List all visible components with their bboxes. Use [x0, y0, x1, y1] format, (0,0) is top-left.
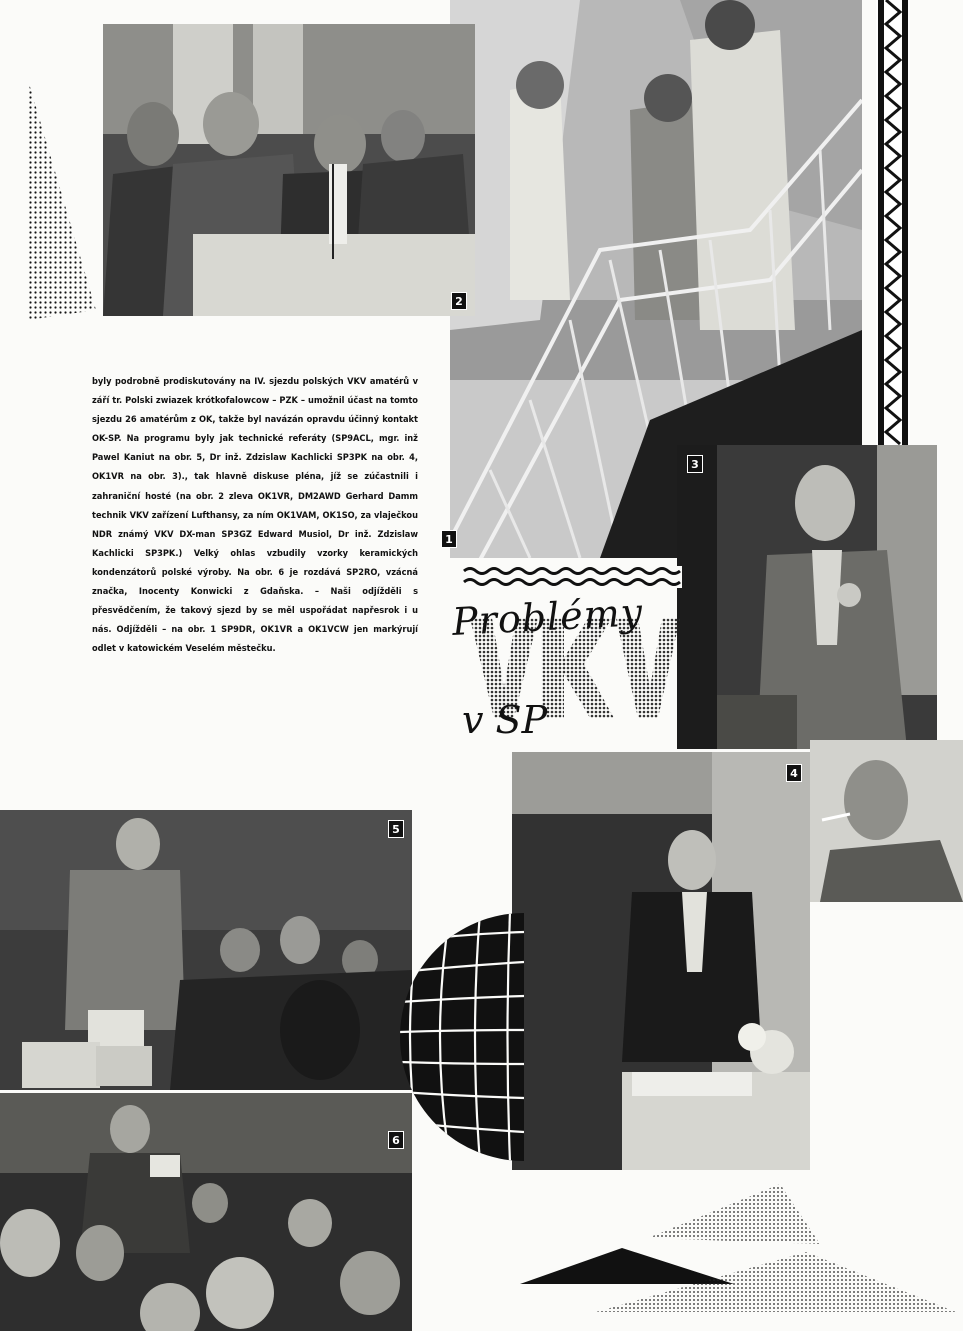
decorative-triangles-bottom [520, 1182, 960, 1322]
photo-number-4: 4 [786, 764, 802, 782]
photo-5-lecture-hall [0, 810, 412, 1090]
decorative-dotted-triangle-left [28, 80, 98, 320]
article-body: byly podrobně prodiskutovány na IV. sjezdu polských VKV amatérů v září tr. Polski zwiazek krótkofalowcow – PZK – umožnil účast na tomto sjezdu 26 amatérům z OK, takže byl navázán opravdu účinný kontakt OK-SP. Na programu byly jak technické referáty (SP9ACL, mgr. inž Pawel Kaniut na obr. 5, Dr inž. Zdzislaw Kachlicki SP3PK na obr. 4, OK1VR na obr. 3)., tak hlavně diskuse pléna, jíž se zúčastnili i zahraniční hosté (na obr. 2 zleva OK1VR, DM2AWD Gerhard Damm technik VKV zařízení Lufthansy, za ním OK1VAM, OK1SO, za vlaječkou NDR známý VKV DX-man SP3GZ Edward Musiol, Dr inž. Zdzislaw Kachlicki SP3PK.) Velký ohlas vzbudily vzorky keramických kondenzátorů polské výroby. Na obr. 6 je rozdává SP2RO, vzácná značka, Inocenty Konwicki z Gdaňska. – Naši odjížděli s přesvědčením, že takový sjezd by se měl uspořádat napřesrok i u nás. Odjížděli – na obr. 1 SP9DR, OK1VR a OK1VCW jen markýrují odlet v katowickém Veselém městečku. [92, 376, 418, 655]
photo-man-with-cigarette [810, 740, 963, 902]
photo-number-2: 2 [451, 292, 467, 310]
photo-number-5: 5 [388, 820, 404, 838]
photo-6-audience [0, 1093, 412, 1331]
photo-4-blackboard-lecture [512, 752, 810, 1170]
photo-number-1-badge: 1 [441, 530, 457, 548]
decorative-globe-grid [400, 912, 524, 1162]
title-script-bottom: v SP [462, 698, 548, 742]
photo-number-6: 6 [388, 1131, 404, 1149]
title-script-top: Problémy [451, 590, 645, 644]
photo-3-man-smoking [677, 445, 937, 749]
photo-number-3: 3 [687, 455, 703, 473]
title-dotted-band [462, 566, 682, 588]
decorative-zigzag-border [876, 0, 910, 445]
photo-2-meeting-table [103, 24, 475, 316]
